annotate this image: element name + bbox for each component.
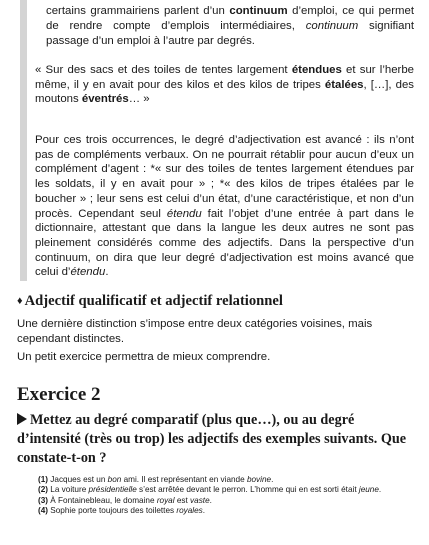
quote-paragraph: « Sur des sacs et des toiles de tentes largement étendues et sur l’herbe même, il y en avait pour des kilos et des kilos de tripes étalées, […], des moutons éventrés… » xyxy=(35,64,414,105)
body-paragraph-2: Un petit exercice permettra de mieux comprendre. xyxy=(17,351,271,363)
sidebar-note-analysis xyxy=(20,123,418,281)
analysis-paragraph: Pour ces trois occurrences, le degré d’adjectivation est avancé : ils n’ont pas de compléments verbaux. On ne pourrait rétablir pour aucun d’eux un complément d’agent : *« sur des toiles de tentes largement étendues par les soldats, il y en avait pour » ; *« des kilos de tripes étalées par le boucher » ; leur sens est celui d’un état, d’une caractéristique, et non d’un procès. Cependant seul étendu fait l’objet d’une entrée à part dans le dictionnaire, attestant que dans la langue les deux autres ne sont pas pleinement considérés comme des adjectifs. Dans la perspective d’un continuum, on dira que leur degré d’adjectivation est moins avancé que celui d’étendu. xyxy=(35,134,414,279)
examples-list xyxy=(38,475,416,517)
example-item xyxy=(38,506,416,516)
section-heading xyxy=(17,293,283,310)
example-number: (2) xyxy=(38,485,49,495)
example-item xyxy=(38,485,416,495)
diamond-bullet-icon: ♦ xyxy=(17,295,23,307)
body-paragraph-1: Une dernière distinction s’impose entre deux catégories voisines, mais cependant distinctes. xyxy=(17,318,373,345)
example-number: (3) xyxy=(38,495,49,505)
example-text: Jacques est un bon ami. Il est représentant en viande bovine. xyxy=(50,475,274,484)
example-item xyxy=(38,496,416,506)
sidebar-note-continuum xyxy=(20,0,418,60)
sidebar-note-quote xyxy=(20,60,418,123)
continuum-paragraph: certains grammairiens parlent d’un continuum d’emploi, ce qui permet de rendre compte d’emplois intermédiaires, continuum signifiant passage d’un emploi à l’autre par degrés. xyxy=(46,5,415,47)
exercise-title: Exercice 2 xyxy=(17,384,101,405)
example-item xyxy=(38,475,416,485)
section-title: Adjectif qualificatif et adjectif relationnel xyxy=(24,293,283,309)
example-number: (4) xyxy=(38,506,49,516)
example-text: La voiture présidentielle s’est arrêtée devant le perron. L’homme qui en est sorti était jeune. xyxy=(50,485,382,495)
example-text: À Fontainebleau, le domaine royal est vaste. xyxy=(50,495,212,505)
instruction-text: Mettez au degré comparatif (plus que…), ou au degré d’intensité (très ou trop) les adjectifs des exemples suivants. Que constate-t-on ? xyxy=(17,412,407,466)
example-number: (1) xyxy=(38,475,49,484)
triangle-pointer-icon xyxy=(17,413,27,425)
example-text: Sophie porte toujours des toilettes royales. xyxy=(50,506,206,516)
exercise-instruction xyxy=(17,411,417,468)
